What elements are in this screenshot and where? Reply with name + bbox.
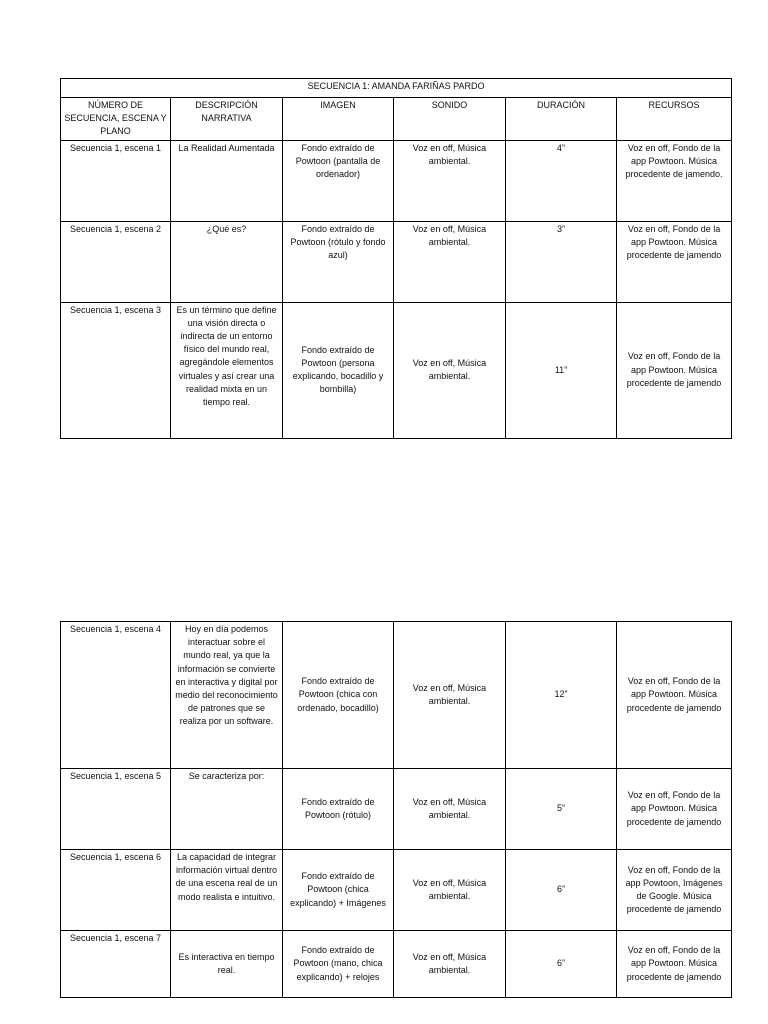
cell-duracion: 12”	[506, 622, 617, 769]
header-descripcion: DESCRIPCIÓN NARRATIVA	[171, 98, 283, 141]
sequence-table-2	[60, 621, 732, 998]
cell-imagen: Fondo extraído de Powtoon (chica explicando) + Imágenes	[283, 850, 394, 931]
cell-duracion: 3”	[506, 221, 617, 302]
header-imagen: IMAGEN	[283, 98, 394, 141]
cell-sonido: Voz en off, Música ambiental.	[394, 140, 506, 221]
cell-numero: Secuencia 1, escena 1	[61, 140, 171, 221]
cell-duracion: 6”	[506, 931, 617, 998]
cell-sonido: Voz en off, Música ambiental.	[394, 850, 506, 931]
cell-recursos: Voz en off, Fondo de la app Powtoon. Música procedente de jamendo	[617, 769, 732, 850]
cell-numero: Secuencia 1, escena 5	[61, 769, 171, 850]
cell-numero: Secuencia 1, escena 4	[61, 622, 171, 769]
cell-imagen: Fondo extraído de Powtoon (pantalla de ordenador)	[283, 140, 394, 221]
cell-recursos: Voz en off, Fondo de la app Powtoon. Música procedente de jamendo.	[617, 140, 732, 221]
cell-recursos: Voz en off, Fondo de la app Powtoon. Música procedente de jamendo	[617, 622, 732, 769]
cell-imagen: Fondo extraído de Powtoon (rótulo)	[283, 769, 394, 850]
cell-duracion: 6”	[506, 850, 617, 931]
header-recursos: RECURSOS	[617, 98, 732, 141]
cell-recursos: Voz en off, Fondo de la app Powtoon. Música procedente de jamendo	[617, 931, 732, 998]
cell-descripcion: ¿Qué es?	[171, 221, 283, 302]
cell-descripcion: Es un término que define una visión directa o indirecta de un entorno físico del mundo real, agregándole elementos virtuales y así crear una realidad mixta en un tiempo real.	[171, 302, 283, 438]
header-numero: NÚMERO DE SECUENCIA, ESCENA Y PLANO	[61, 98, 171, 141]
table-row	[61, 931, 732, 998]
cell-imagen: Fondo extraído de Powtoon (mano, chica explicando) + relojes	[283, 931, 394, 998]
table-row	[61, 850, 732, 931]
cell-recursos: Voz en off, Fondo de la app Powtoon, Imágenes de Google. Música procedente de jamendo	[617, 850, 732, 931]
cell-descripcion: La Realidad Aumentada	[171, 140, 283, 221]
table-row	[61, 221, 732, 302]
sequence-table-1	[60, 78, 732, 439]
cell-sonido: Voz en off, Música ambiental.	[394, 769, 506, 850]
cell-sonido: Voz en off, Música ambiental.	[394, 221, 506, 302]
cell-imagen: Fondo extraído de Powtoon (rótulo y fondo azul)	[283, 221, 394, 302]
table-row	[61, 622, 732, 769]
cell-sonido: Voz en off, Música ambiental.	[394, 931, 506, 998]
table-row	[61, 769, 732, 850]
cell-sonido: Voz en off, Música ambiental.	[394, 302, 506, 438]
cell-recursos: Voz en off, Fondo de la app Powtoon. Música procedente de jamendo	[617, 302, 732, 438]
cell-numero: Secuencia 1, escena 6	[61, 850, 171, 931]
table-row	[61, 302, 732, 438]
cell-imagen: Fondo extraído de Powtoon (chica con ordenado, bocadillo)	[283, 622, 394, 769]
table-title: SECUENCIA 1: AMANDA FARIÑAS PARDO	[61, 79, 732, 98]
cell-descripcion: Es interactiva en tiempo real.	[171, 931, 283, 998]
header-sonido: SONIDO	[394, 98, 506, 141]
cell-descripcion: La capacidad de integrar información virtual dentro de una escena real de un modo realista e intuitivo.	[171, 850, 283, 931]
cell-sonido: Voz en off, Música ambiental.	[394, 622, 506, 769]
cell-duracion: 4”	[506, 140, 617, 221]
cell-duracion: 5”	[506, 769, 617, 850]
cell-descripcion: Se caracteriza por:	[171, 769, 283, 850]
cell-numero: Secuencia 1, escena 7	[61, 931, 171, 998]
cell-numero: Secuencia 1, escena 3	[61, 302, 171, 438]
cell-duracion: 11”	[506, 302, 617, 438]
cell-descripcion: Hoy en día podemos interactuar sobre el mundo real, ya que la información se convierte en interactiva y digital por medio del reconocimiento de patrones que se realiza por un software.	[171, 622, 283, 769]
cell-recursos: Voz en off, Fondo de la app Powtoon. Música procedente de jamendo	[617, 221, 732, 302]
header-duracion: DURACIÓN	[506, 98, 617, 141]
cell-numero: Secuencia 1, escena 2	[61, 221, 171, 302]
table-row	[61, 140, 732, 221]
cell-imagen: Fondo extraído de Powtoon (persona explicando, bocadillo y bombilla)	[283, 302, 394, 438]
